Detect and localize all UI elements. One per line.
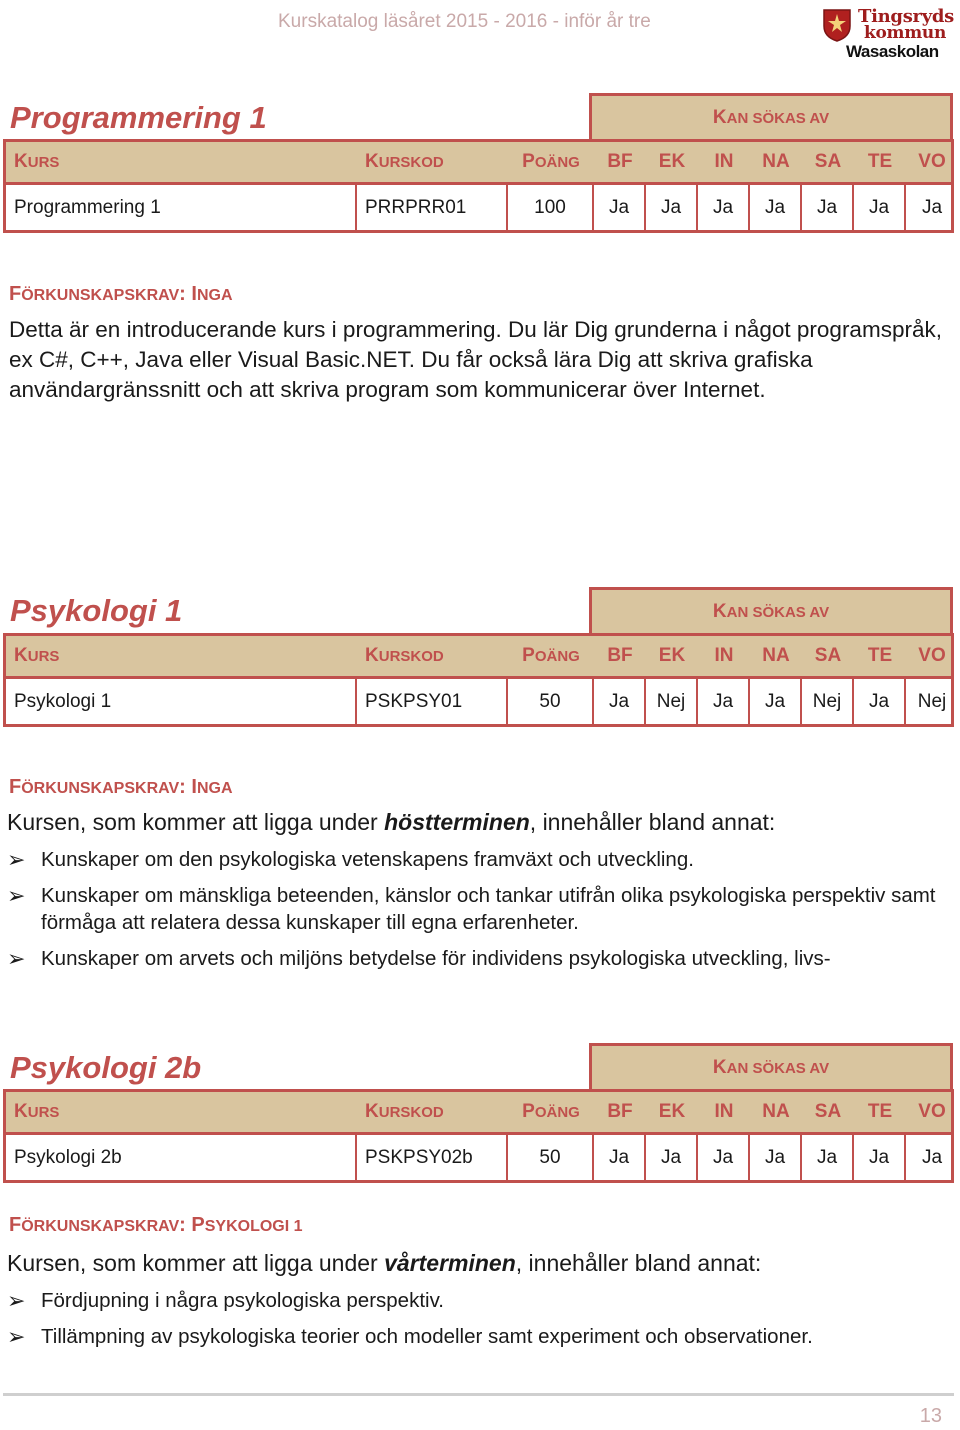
prerequisite-label: FÖRKUNSKAPSKRAV: INGA xyxy=(9,776,233,798)
eligibility-sa: Ja xyxy=(802,185,854,230)
column-header-in: IN xyxy=(714,1101,734,1122)
prerequisite-label: FÖRKUNSKAPSKRAV: PSYKOLOGI 1 xyxy=(9,1214,303,1236)
column-header-kurs: KURS xyxy=(14,1101,60,1122)
column-header-ek: EK xyxy=(658,645,686,666)
column-header-te: TE xyxy=(867,645,893,666)
column-header-in: IN xyxy=(714,151,734,172)
eligibility-na: Ja xyxy=(750,679,802,724)
arrow-bullet-icon: ➢ xyxy=(7,1288,26,1313)
eligibility-vo: Ja xyxy=(921,1146,943,1168)
eligibility-vo: Nej xyxy=(917,690,947,712)
column-header-na: NA xyxy=(762,1101,790,1122)
course-table-header xyxy=(3,139,954,185)
column-header-ek: EK xyxy=(658,1101,686,1122)
term-emphasis: vårterminen xyxy=(384,1250,516,1276)
eligibility-vo: Ja xyxy=(921,196,943,218)
course-title: Psykologi 2b xyxy=(10,1050,202,1085)
eligibility-bf: Ja xyxy=(594,679,646,724)
column-header-na: NA xyxy=(762,151,790,172)
kan-sokas-av-header: KAN SÖKAS AV xyxy=(589,1043,953,1089)
page-header-title: Kurskatalog läsåret 2015 - 2016 - inför år tre xyxy=(278,11,651,32)
municipality-logo xyxy=(822,6,956,64)
course-points-cell: 50 xyxy=(508,679,594,724)
eligibility-in: Ja xyxy=(698,185,750,230)
column-header-kurs: KURS xyxy=(14,151,60,172)
eligibility-in: Ja xyxy=(698,1135,750,1180)
prerequisite-label: FÖRKUNSKAPSKRAV: INGA xyxy=(9,283,233,305)
course-content-list xyxy=(7,1287,947,1359)
course-title: Psykologi 1 xyxy=(10,593,183,628)
coat-of-arms-icon xyxy=(822,8,852,42)
column-header-na: NA xyxy=(762,645,790,666)
course-points-cell: 50 xyxy=(508,1135,594,1180)
column-header-kurskod: KURSKOD xyxy=(365,645,444,666)
column-header-kurs: KURS xyxy=(14,645,60,666)
eligibility-te: Ja xyxy=(854,1135,906,1180)
column-header-poang: POÄNG xyxy=(522,1101,580,1122)
eligibility-na: Ja xyxy=(750,185,802,230)
course-intro: Kursen, som kommer att ligga under vårterminen, innehåller bland annat: xyxy=(7,1250,762,1276)
eligibility-in: Ja xyxy=(698,679,750,724)
course-description: Detta är en introducerande kurs i programmering. Du lär Dig grunderna i något programspråk, ex C#, C++, Java eller Visual Basic.NET. Du får också lära Dig att skriva grafiska användargränssnitt och att skriva program som kommunicerar över Internet. xyxy=(9,317,942,402)
course-title: Programmering 1 xyxy=(10,100,267,135)
eligibility-ek: Nej xyxy=(646,679,698,724)
eligibility-na: Ja xyxy=(750,1135,802,1180)
list-item: ➢ Tillämpning av psykologiska teorier och modeller samt experiment och observationer. xyxy=(7,1324,813,1349)
eligibility-te: Ja xyxy=(854,185,906,230)
column-header-te: TE xyxy=(867,1101,893,1122)
logo-school-name: Wasaskolan xyxy=(846,42,939,61)
course-name-cell: Programmering 1 xyxy=(6,185,357,230)
course-table-header xyxy=(3,633,954,679)
column-header-vo: VO xyxy=(918,1101,946,1122)
list-item: ➢ Kunskaper om arvets och miljöns betydelse för individens psykologiska utveckling, livs- xyxy=(7,946,831,971)
eligibility-ek: Ja xyxy=(646,1135,698,1180)
kan-sokas-av-header: KAN SÖKAS AV xyxy=(589,93,953,139)
footer-divider xyxy=(3,1393,954,1396)
eligibility-bf: Ja xyxy=(594,185,646,230)
page-number: 13 xyxy=(919,1405,942,1427)
course-code-cell: PSKPSY02b xyxy=(357,1135,508,1180)
eligibility-sa: Nej xyxy=(802,679,854,724)
column-header-bf: BF xyxy=(607,645,633,666)
arrow-bullet-icon: ➢ xyxy=(7,946,26,971)
column-header-poang: POÄNG xyxy=(522,645,580,666)
arrow-bullet-icon: ➢ xyxy=(7,883,26,908)
logo-line-2: kommun xyxy=(864,23,947,43)
column-header-poang: POÄNG xyxy=(522,151,580,172)
course-code-cell: PSKPSY01 xyxy=(357,679,508,724)
course-content-list xyxy=(7,846,947,981)
list-item: ➢ Fördjupning i några psykologiska perspektiv. xyxy=(7,1288,445,1313)
course-name-cell: Psykologi 2b xyxy=(6,1135,357,1180)
column-header-in: IN xyxy=(714,645,734,666)
eligibility-te: Ja xyxy=(854,679,906,724)
eligibility-ek: Ja xyxy=(646,185,698,230)
column-header-vo: VO xyxy=(918,151,946,172)
column-header-kurskod: KURSKOD xyxy=(365,1101,444,1122)
arrow-bullet-icon: ➢ xyxy=(7,1324,26,1349)
kan-sokas-av-header: KAN SÖKAS AV xyxy=(589,587,953,633)
column-header-bf: BF xyxy=(607,1101,633,1122)
column-header-ek: EK xyxy=(658,151,686,172)
course-table-header xyxy=(3,1089,954,1135)
course-intro: Kursen, som kommer att ligga under höstterminen, innehåller bland annat: xyxy=(7,809,776,835)
list-item: ➢ Kunskaper om mänskliga beteenden, känslor och tankar utifrån olika psykologiska perspektiv samt förmåga att relatera dessa kunskaper till egna erfarenheter. xyxy=(7,883,936,934)
column-header-vo: VO xyxy=(918,645,946,666)
column-header-sa: SA xyxy=(814,645,842,666)
eligibility-bf: Ja xyxy=(594,1135,646,1180)
column-header-sa: SA xyxy=(814,1101,842,1122)
column-header-sa: SA xyxy=(814,151,842,172)
course-code-cell: PRRPRR01 xyxy=(357,185,508,230)
course-table-row xyxy=(3,679,954,727)
arrow-bullet-icon: ➢ xyxy=(7,847,26,872)
course-points-cell: 100 xyxy=(508,185,594,230)
list-item: ➢ Kunskaper om den psykologiska vetenskapens framväxt och utveckling. xyxy=(7,847,694,872)
term-emphasis: höstterminen xyxy=(384,809,530,835)
eligibility-sa: Ja xyxy=(802,1135,854,1180)
column-header-te: TE xyxy=(867,151,893,172)
course-table-row xyxy=(3,1135,954,1183)
course-table-row xyxy=(3,185,954,233)
column-header-bf: BF xyxy=(607,151,633,172)
column-header-kurskod: KURSKOD xyxy=(365,151,444,172)
logo-line-1: Tingsryds xyxy=(858,6,955,27)
course-name-cell: Psykologi 1 xyxy=(6,679,357,724)
